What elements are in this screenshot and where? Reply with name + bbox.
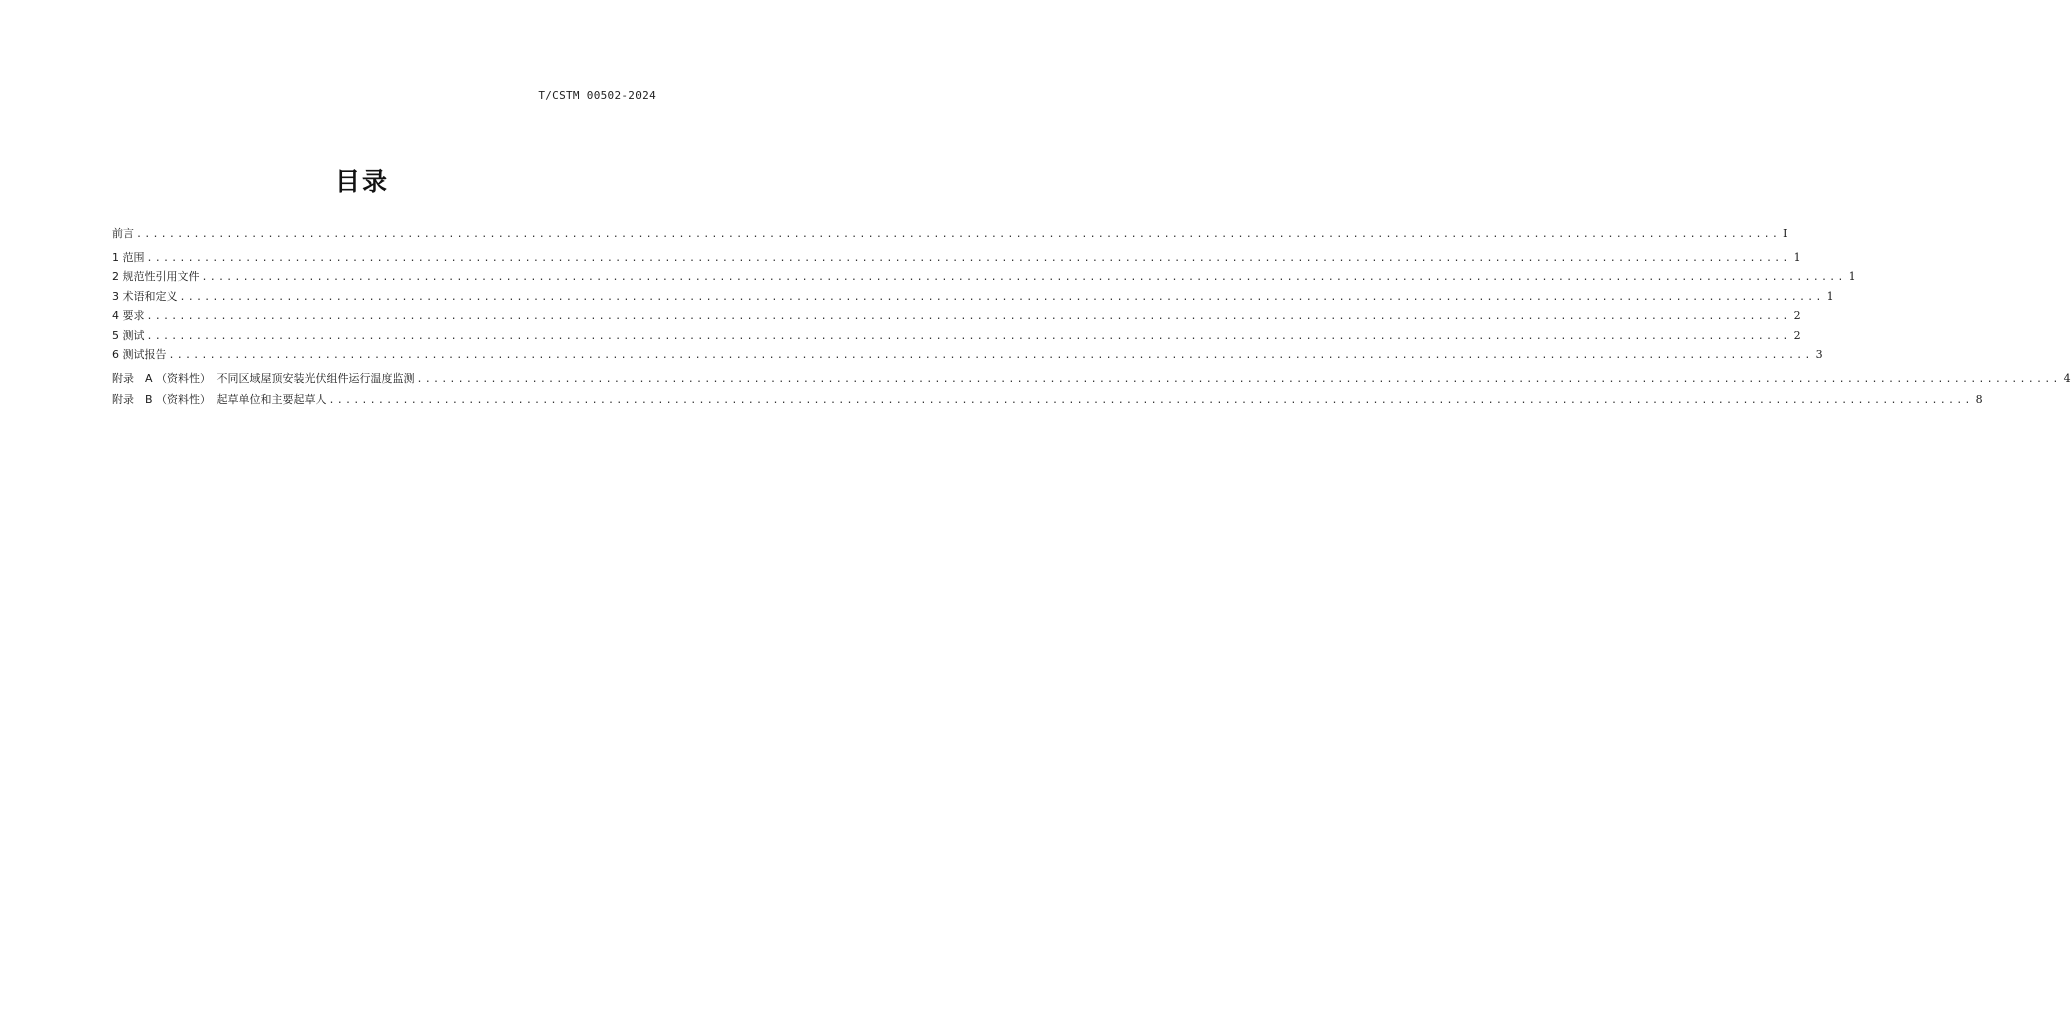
toc-item-label: 2 规范性引用文件 [112,270,200,283]
toc-leader-dots: ........................................................................................................................................................................................................ [416,373,2061,385]
toc-leader-dots: ........................................................................................................................................................................................................ [201,272,1846,283]
table-of-contents [112,226,2071,413]
toc-item-terms-definitions[interactable] [112,289,1834,309]
toc-leader-dots: ........................................................................................................................................................................................................ [146,330,1791,342]
toc-item-page: 1 [1826,289,1834,303]
toc-item-normative-references[interactable] [112,269,1856,289]
toc-item-page: 1 [1848,270,1856,283]
toc-item-test-report[interactable] [112,347,1823,367]
toc-item-page: 4 [2063,371,2071,385]
toc-item-label: 1 范围 [112,250,145,264]
toc-item-label: 附录 A （资料性） 不同区域屋顶安装光伏组件运行温度监测 [112,371,415,385]
toc-item-testing[interactable] [112,328,1801,348]
toc-leader-dots: ........................................................................................................................................................................................................ [168,350,1813,361]
toc-leader-dots: ........................................................................................................................................................................................................ [146,311,1791,322]
toc-item-requirements[interactable] [112,308,1801,328]
toc-item-page: 1 [1793,250,1801,264]
toc-item-label: 前言 [112,227,134,240]
toc-item-label: 5 测试 [112,328,145,342]
toc-item-page: I [1783,227,1788,240]
toc-item-label: 6 测试报告 [112,348,167,361]
toc-item-appendix-b[interactable] [112,392,1983,413]
toc-item-page: 2 [1793,328,1801,342]
toc-item-label: 4 要求 [112,309,145,322]
toc-item-label: 附录 B （资料性） 起草单位和主要起草人 [112,392,327,406]
toc-item-page: 8 [1975,392,1983,406]
document-code: T/CSTM 00502-2024 [538,89,656,102]
toc-item-appendix-a[interactable] [112,371,2071,392]
toc-title: 目录 [334,167,389,196]
toc-leader-dots: ........................................................................................................................................................................................................ [179,291,1824,303]
toc-leader-dots: ........................................................................................................................................................................................................ [136,229,1781,240]
toc-item-scope[interactable] [112,250,1801,270]
toc-item-page: 3 [1815,348,1823,361]
toc-item-label: 3 术语和定义 [112,289,178,303]
toc-leader-dots: ........................................................................................................................................................................................................ [328,394,1973,406]
toc-item-foreword[interactable] [112,226,1788,246]
toc-item-page: 2 [1793,309,1801,322]
toc-leader-dots: ........................................................................................................................................................................................................ [146,252,1791,264]
